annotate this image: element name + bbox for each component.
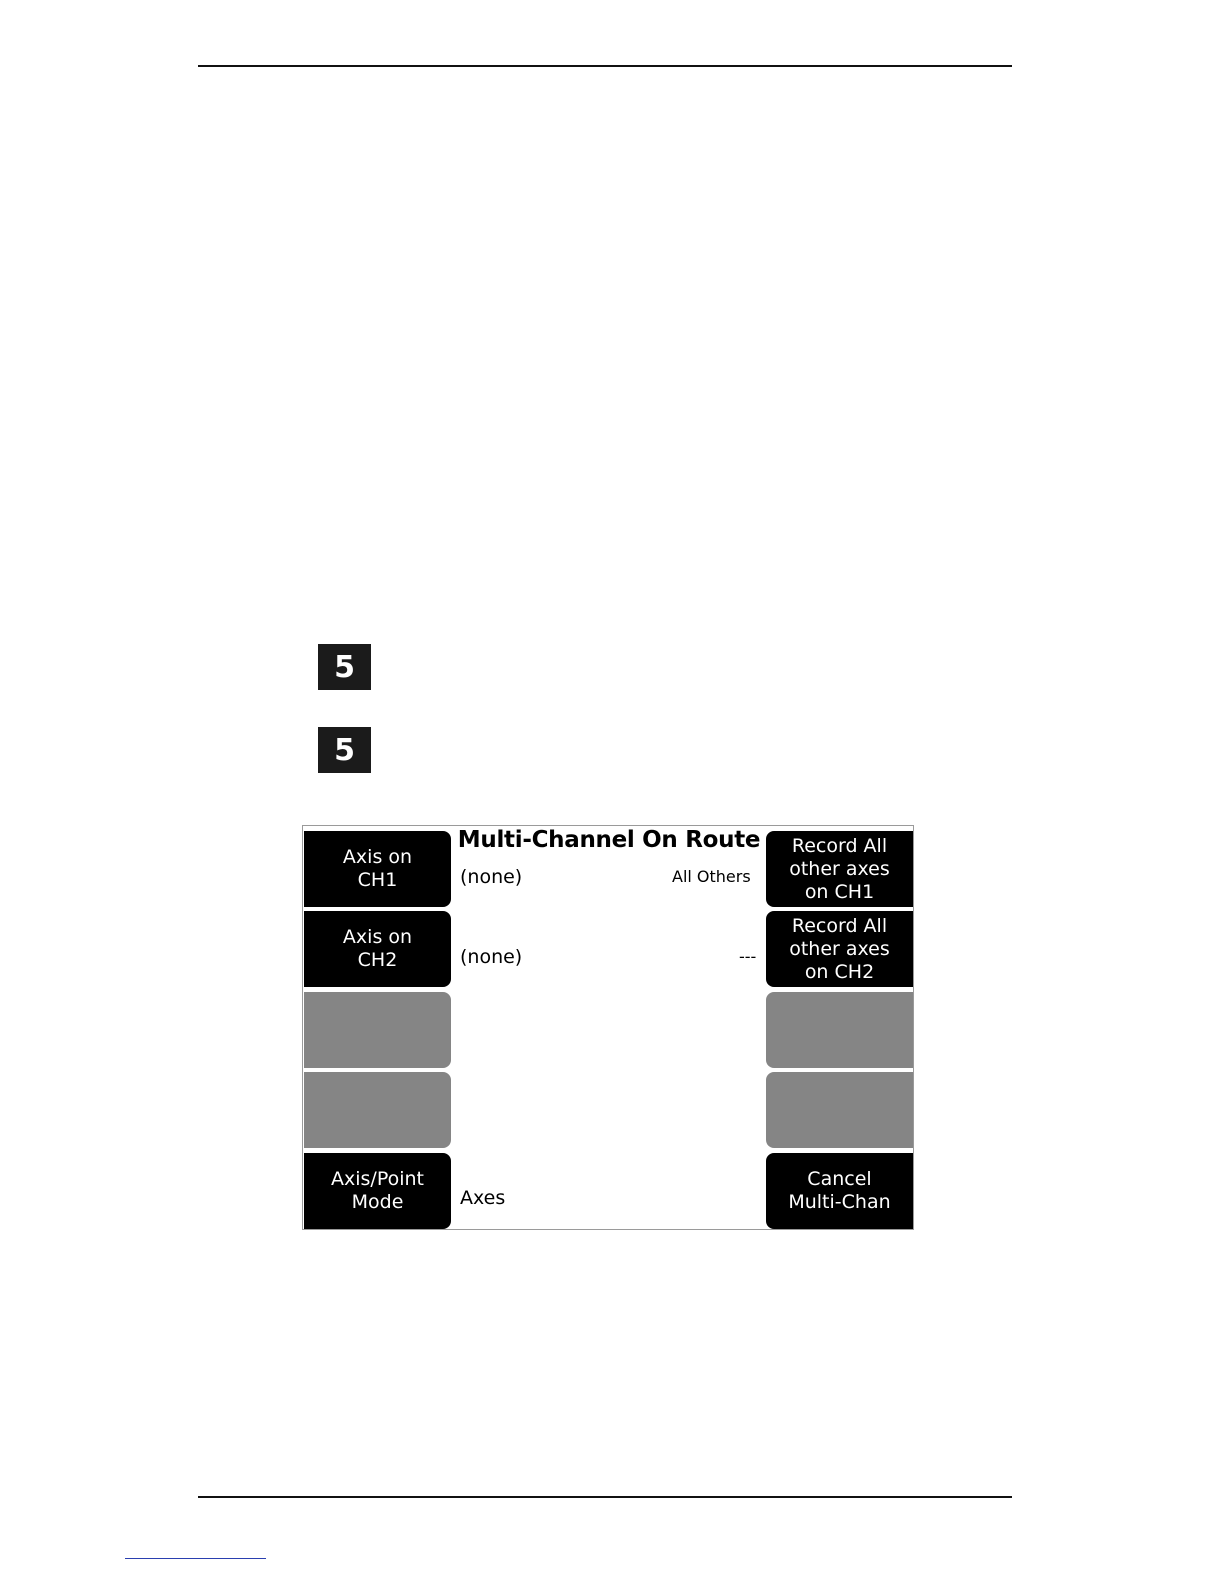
footer-link-underline: [125, 1558, 266, 1559]
axis-point-mode-softkey[interactable]: Axis/Point Mode: [304, 1153, 451, 1229]
ch1-others-value: All Others: [672, 867, 751, 886]
blank-softkey-right-4: [766, 1072, 913, 1148]
ch2-others-value: ---: [739, 947, 757, 966]
record-all-other-axes-ch1-softkey[interactable]: Record All other axes on CH1: [766, 831, 913, 907]
mode-value: Axes: [460, 1187, 506, 1209]
device-screen: [302, 825, 914, 1230]
footer-rule: [198, 1496, 1012, 1498]
blank-softkey-left-3: [304, 992, 451, 1068]
axis-on-ch1-softkey[interactable]: Axis on CH1: [304, 831, 451, 907]
axis-on-ch2-softkey[interactable]: Axis on CH2: [304, 911, 451, 987]
key-label: 5: [334, 732, 355, 768]
ch2-axis-value: (none): [460, 946, 523, 968]
blank-softkey-left-4: [304, 1072, 451, 1148]
ch1-axis-value: (none): [460, 866, 523, 888]
numeric-key-5-icon: [318, 644, 371, 690]
key-label: 5: [334, 649, 355, 685]
record-all-other-axes-ch2-softkey[interactable]: Record All other axes on CH2: [766, 911, 913, 987]
screen-title: Multi-Channel On Route: [457, 827, 761, 853]
numeric-key-5-icon: [318, 727, 371, 773]
header-rule: [198, 65, 1012, 67]
cancel-multi-chan-softkey[interactable]: Cancel Multi-Chan: [766, 1153, 913, 1229]
blank-softkey-right-3: [766, 992, 913, 1068]
